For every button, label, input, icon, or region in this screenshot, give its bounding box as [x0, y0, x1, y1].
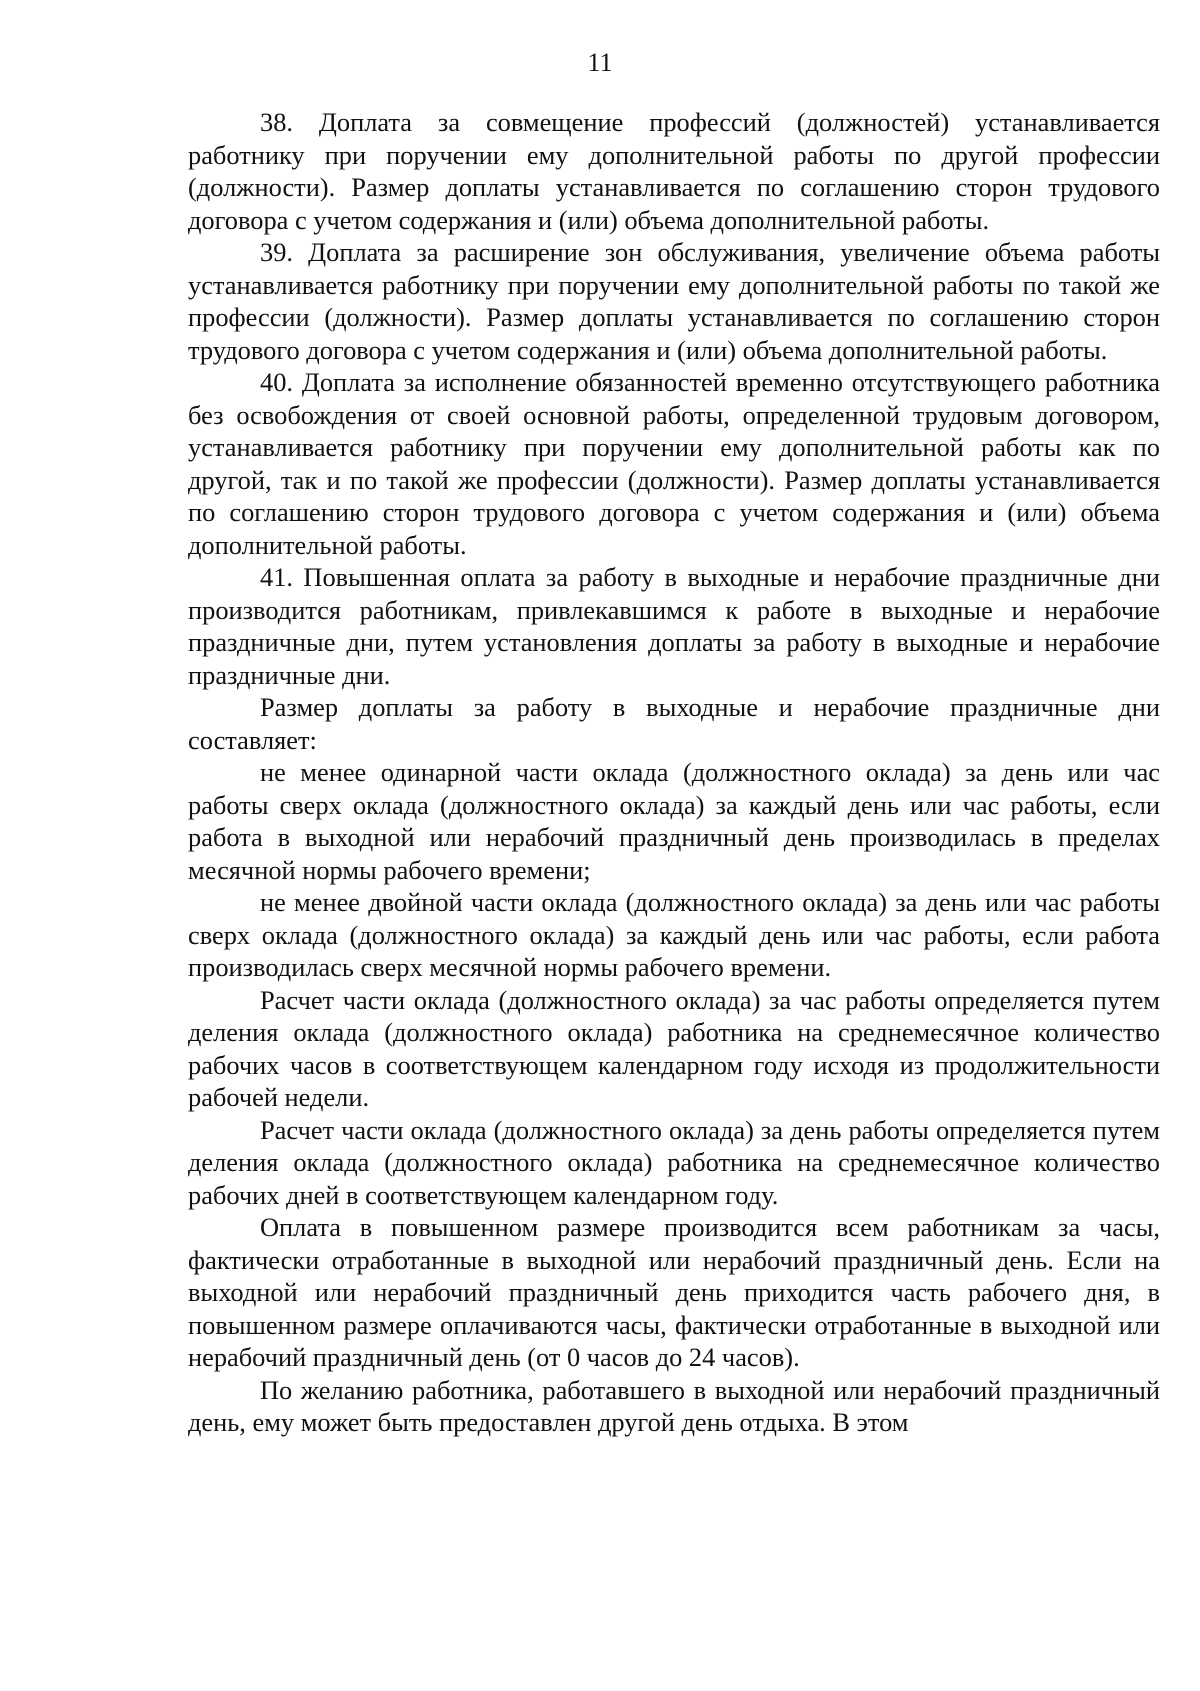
page-number: 11 [587, 48, 613, 77]
paragraph-41-single-rate: не менее одинарной части оклада (должностного оклада) за день или час работы сверх оклада (должностного оклада) за каждый день или час работы, если работа в выходной или нерабочий праздничный день производилась в пределах месячной нормы рабочего времени; [188, 757, 1160, 885]
paragraph-40: 40. Доплата за исполнение обязанностей временно отсутствующего работника без освобождения от своей основной работы, определенной трудовым договором, устанавливается работнику при поручении ему дополнительной работы как по другой, так и по такой же профессии (должности). Размер доплаты устанавливается по соглашению сторон трудового договора с учетом содержания и (или) объема дополнительной работы. [188, 367, 1160, 560]
paragraph-39: 39. Доплата за расширение зон обслуживания, увеличение объема работы устанавливается работнику при поручении ему дополнительной работы по такой же профессии (должности). Размер доплаты устанавливается по соглашению сторон трудового договора с учетом содержания и (или) объема дополнительной работы. [188, 237, 1160, 365]
paragraph-41-amount-intro: Размер доплаты за работу в выходные и нерабочие праздничные дни составляет: [188, 692, 1160, 755]
paragraph-41: 41. Повышенная оплата за работу в выходные и нерабочие праздничные дни производится работникам, привлекавшимся к работе в выходные и нерабочие праздничные дни, путем установления доплаты за работу в выходные и нерабочие праздничные дни. [188, 562, 1160, 690]
paragraph-hourly-calculation: Расчет части оклада (должностного оклада) за час работы определяется путем деления оклада (должностного оклада) работника на среднемесячное количество рабочих часов в соответствующем календарном году исходя из продолжительности рабочей недели. [188, 984, 1160, 1112]
paragraph-38: 38. Доплата за совмещение профессий (должностей) устанавливается работнику при поручении ему дополнительной работы по другой профессии (должности). Размер доплаты устанавливается по соглашению сторон трудового договора с учетом содержания и (или) объема дополнительной работы. [188, 107, 1160, 235]
document-body [188, 106, 1160, 1439]
paragraph-41-double-rate: не менее двойной части оклада (должностного оклада) за день или час работы сверх оклада (должностного оклада) за каждый день или час работы, если работа производилась сверх месячной нормы рабочего времени. [188, 887, 1160, 982]
paragraph-day-off-option: По желанию работника, работавшего в выходной или нерабочий праздничный день, ему может быть предоставлен другой день отдыха. В этом [188, 1374, 1160, 1437]
paragraph-increased-payment: Оплата в повышенном размере производится всем работникам за часы, фактически отработанные в выходной или нерабочий праздничный день. Если на выходной или нерабочий праздничный день приходится часть рабочего дня, в повышенном размере оплачиваются часы, фактически отработанные в выходной или нерабочий праздничный день (от 0 часов до 24 часов). [188, 1212, 1160, 1372]
paragraph-daily-calculation: Расчет части оклада (должностного оклада) за день работы определяется путем деления оклада (должностного оклада) работника на среднемесячное количество рабочих дней в соответствующем календарном году. [188, 1114, 1160, 1210]
